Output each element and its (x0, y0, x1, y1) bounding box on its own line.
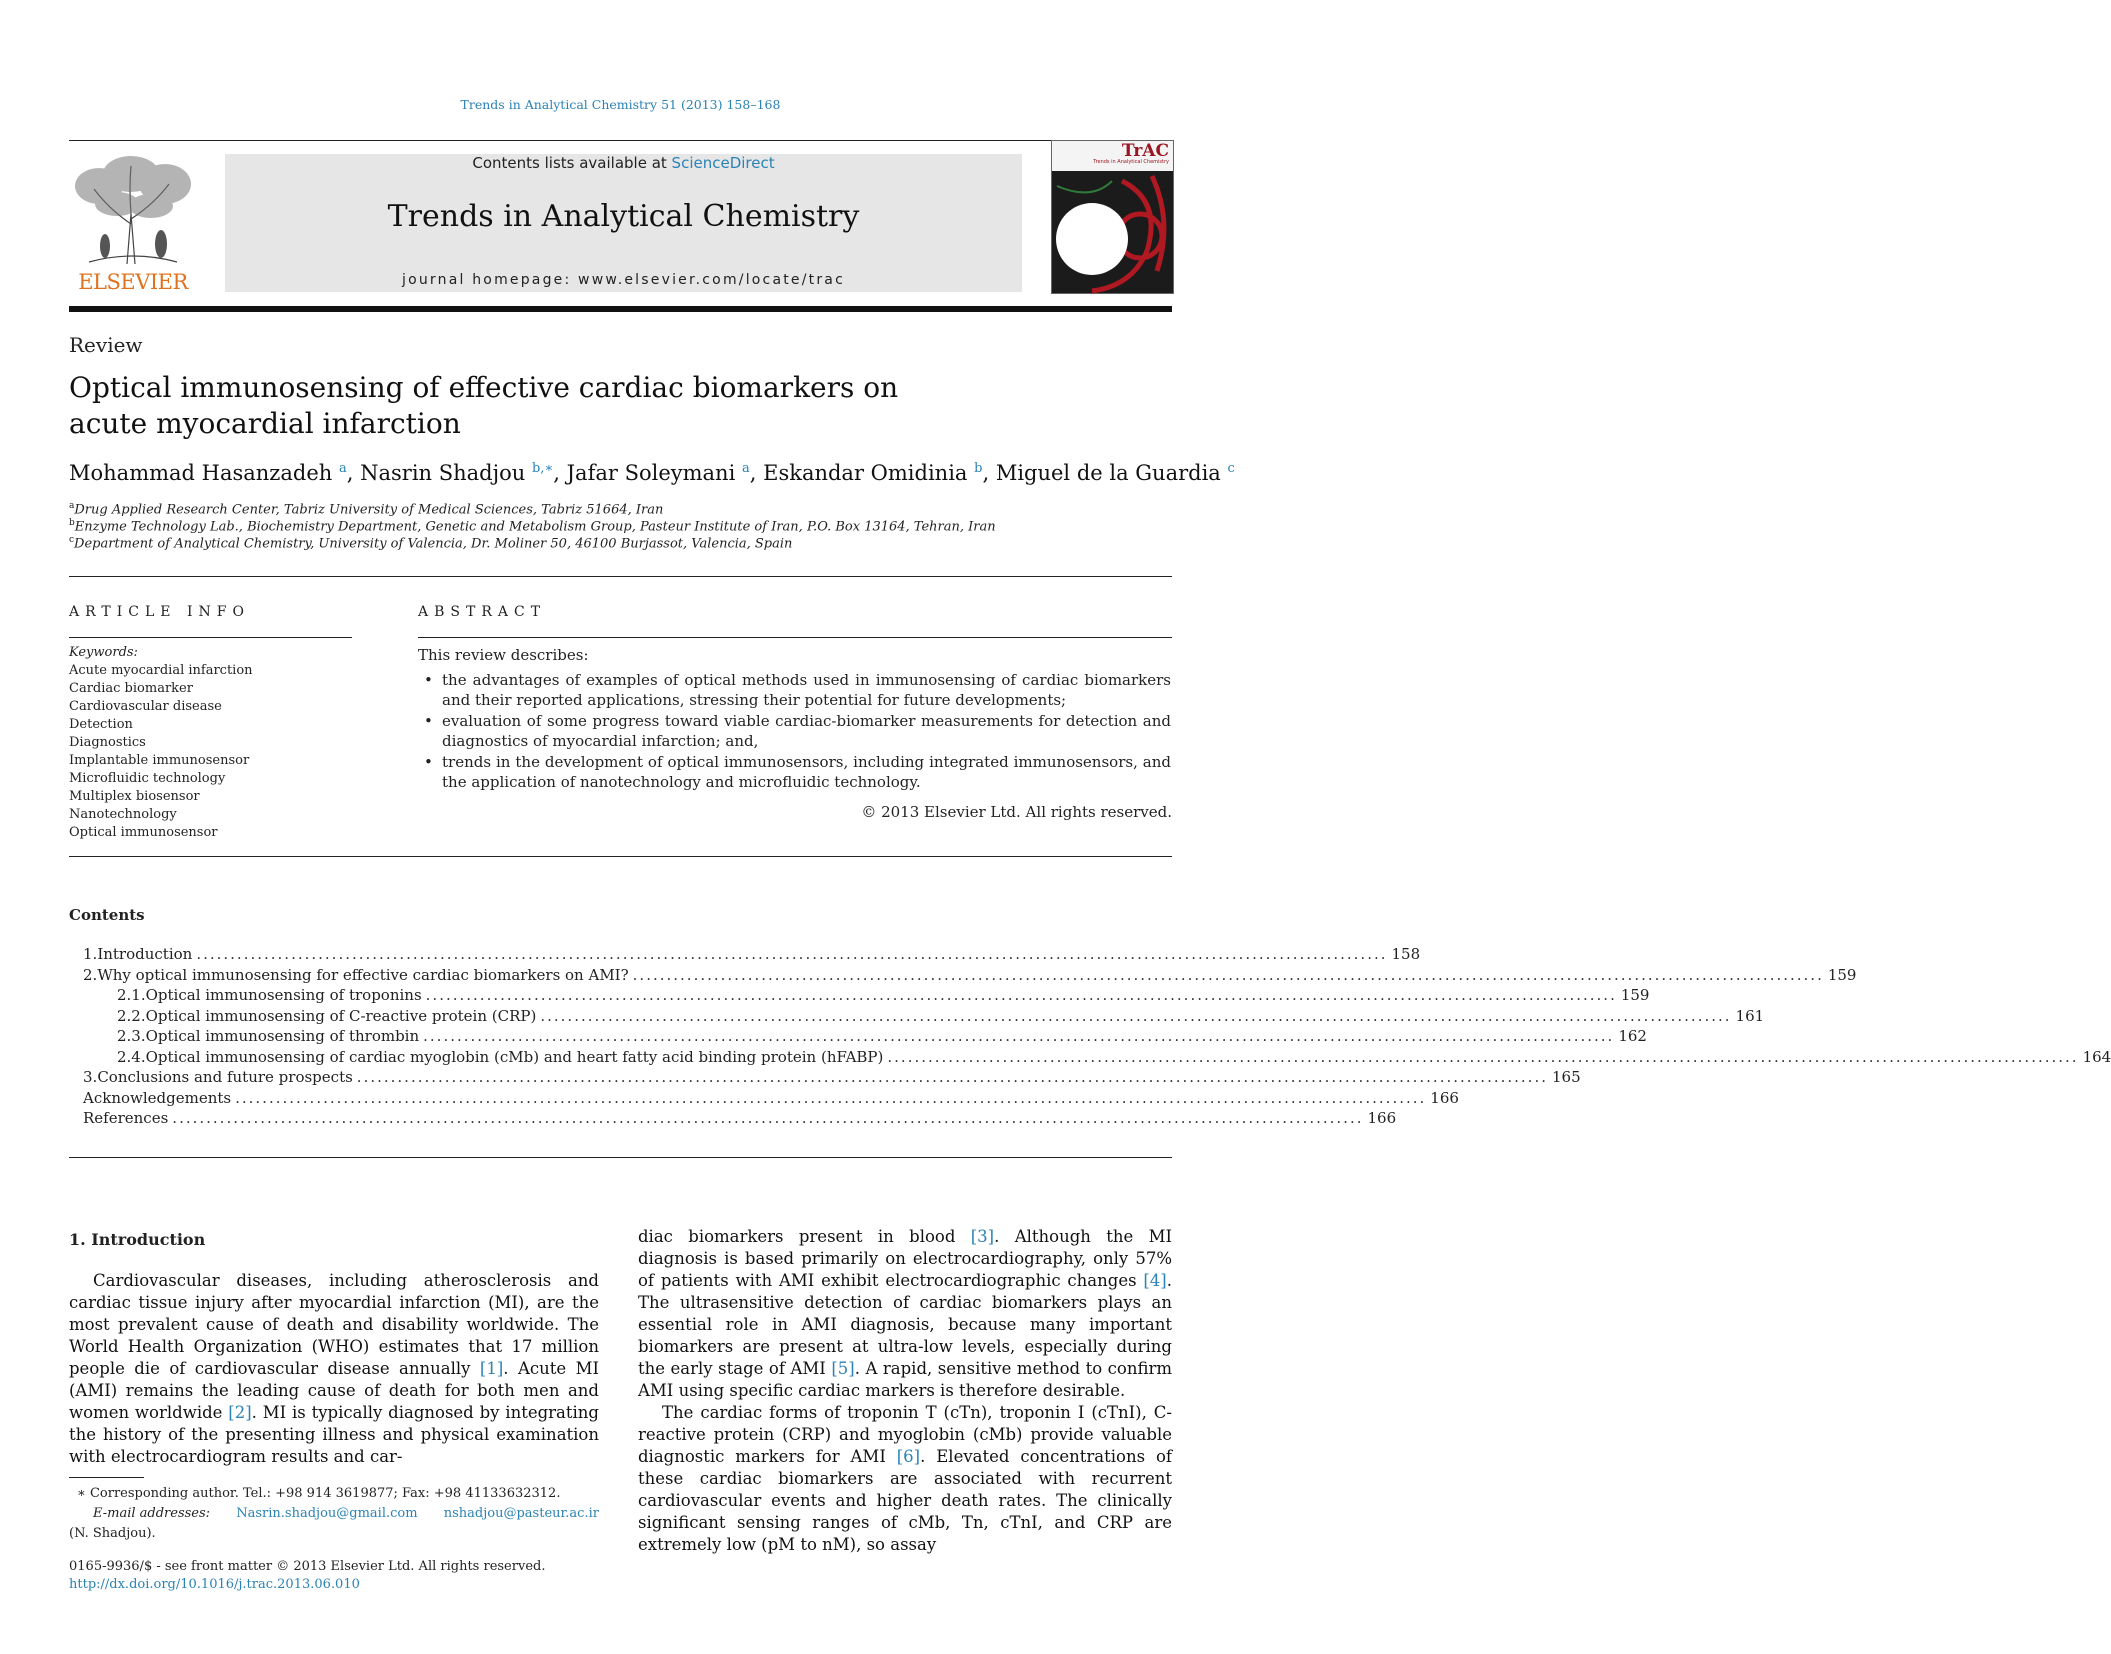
journal-homepage[interactable]: journal homepage: www.elsevier.com/locate/trac (402, 272, 845, 288)
toc-leader: ................................................................................................................................................................................ (172, 1109, 1364, 1127)
toc-page[interactable]: 159 (1620, 986, 1650, 1004)
bullet-icon: • (424, 753, 433, 771)
abstract-bullets (418, 670, 1171, 793)
toc-leader: ................................................................................................................................................................................ (540, 1006, 1732, 1025)
body-paragraph (638, 1402, 1172, 1556)
author-affil-sup[interactable]: a (741, 461, 750, 476)
toc-title[interactable]: Acknowledgements (83, 1088, 232, 1107)
journal-citation[interactable]: Trends in Analytical Chemistry 51 (2013) 158–168 (460, 97, 781, 112)
email-line (69, 1504, 599, 1524)
body-text: The cardiac forms of troponin T (cTn), troponin I (cTnI), C-reactive protein (CRP) and myoglobin (cMb) provide valuable diagnostic markers for AMI (638, 1403, 1172, 1466)
toc-leader: ................................................................................................................................................................................ (356, 1068, 1548, 1086)
cover-subtitle: Trends in Analytical Chemistry (1093, 159, 1169, 165)
abstract-intro: This review describes: (418, 646, 589, 664)
reference-link[interactable]: [6] (896, 1447, 921, 1466)
toc-title[interactable]: Why optical immunosensing for effective cardiac biomarkers on AMI? (97, 965, 629, 984)
toc-entry[interactable] (79, 1109, 1397, 1130)
contents-bottom-rule (69, 1157, 1172, 1158)
toc-entry[interactable] (79, 1088, 1459, 1110)
toc-page[interactable]: 161 (1735, 1006, 1765, 1025)
toc-title[interactable]: Optical immunosensing of thrombin (145, 1027, 420, 1045)
affil-text: Department of Analytical Chemistry, University of Valencia, Dr. Moliner 50, 46100 Burjassot, Valencia, Spain (74, 536, 793, 552)
toc-leader: ................................................................................................................................................................................ (235, 1088, 1427, 1107)
article-info-heading: ARTICLE INFO (69, 604, 250, 620)
table-of-contents (79, 945, 2111, 1130)
abstract-heading: ABSTRACT (418, 604, 547, 620)
toc-leader: ................................................................................................................................................................................ (425, 986, 1617, 1004)
toc-entry[interactable] (79, 1047, 2111, 1069)
toc-number: 2.3. (117, 1027, 146, 1045)
bullet-icon: • (424, 671, 433, 689)
body-paragraph (638, 1226, 1172, 1402)
toc-entry[interactable] (79, 1027, 1647, 1048)
affiliation-a (69, 501, 663, 517)
affil-text: Enzyme Technology Lab., Biochemistry Department, Genetic and Metabolism Group, Pasteur Institute of Iran, P.O. Box 13164, Tehran, Iran (74, 519, 996, 535)
header-top-rule (69, 140, 1172, 141)
affil-text: Drug Applied Research Center, Tabriz University of Medical Sciences, Tabriz 51664, Iran (74, 502, 664, 518)
toc-leader: ................................................................................................................................................................................ (887, 1047, 2079, 1066)
toc-title[interactable]: Optical immunosensing of C-reactive protein (CRP) (145, 1006, 537, 1025)
footnote-rule (69, 1477, 144, 1478)
reference-link[interactable]: [4] (1143, 1271, 1167, 1290)
keyword: Optical immunosensor (69, 825, 218, 840)
info-bottom-rule (69, 856, 1172, 857)
toc-leader: ................................................................................................................................................................................ (196, 945, 1388, 963)
toc-page[interactable]: 159 (1827, 965, 1857, 984)
keyword: Cardiac biomarker (69, 681, 193, 696)
email-label: E-mail addresses: (93, 1506, 211, 1521)
email-link[interactable]: nshadjou@pasteur.ac.ir (443, 1506, 599, 1521)
contents-heading: Contents (69, 906, 145, 924)
abstract-bullet-text: trends in the development of optical immunosensors, including integrated immunosensors, and the application of nanotechnology and microfluidic technology. (442, 753, 1171, 791)
affil-sup: c (69, 535, 75, 545)
keyword: Detection (69, 717, 133, 732)
elsevier-wordmark: ELSEVIER (78, 270, 188, 294)
keyword: Implantable immunosensor (69, 753, 250, 768)
reference-link[interactable]: [1] (479, 1359, 504, 1378)
reference-link[interactable]: [5] (831, 1359, 855, 1378)
email-link[interactable]: Nasrin.shadjou@gmail.com (236, 1506, 418, 1521)
body-text: Cardiovascular diseases, including atherosclerosis and cardiac tissue injury after myocardial infarction (MI), are the most prevalent cause of death and disability worldwide. The World Health Organization (WHO) estimates that 17 million people die of cardiovascular disease annually (69, 1271, 599, 1378)
toc-number: 2.2. (117, 1006, 146, 1025)
toc-number: 2.4. (117, 1047, 146, 1066)
journal-cover-image (1051, 140, 1174, 294)
toc-number: 3. (83, 1068, 98, 1086)
author-name: Miguel de la Guardia (995, 461, 1221, 485)
toc-number: 2.1. (117, 986, 146, 1004)
toc-page[interactable]: 165 (1551, 1068, 1581, 1086)
keyword: Diagnostics (69, 735, 146, 750)
author-name: Mohammad Hasanzadeh (69, 461, 333, 485)
author-name: Eskandar Omidinia (763, 461, 968, 485)
reference-link[interactable]: [3] (970, 1227, 995, 1246)
info-top-rule (69, 576, 1172, 577)
toc-page[interactable]: 166 (1430, 1088, 1459, 1107)
keyword: Nanotechnology (69, 807, 177, 822)
body-text: . MI is typically diagnosed by integrating the history of the presenting illness and physical examination with electrocardiogram results and car- (69, 1403, 599, 1466)
toc-page[interactable]: 166 (1367, 1109, 1397, 1127)
issn-line: 0165-9936/$ - see front matter © 2013 Elsevier Ltd. All rights reserved. (69, 1559, 546, 1574)
abstract-copyright: © 2013 Elsevier Ltd. All rights reserved. (861, 803, 1172, 821)
author-affil-sup[interactable]: a (338, 461, 347, 476)
bullet-icon: • (424, 712, 433, 730)
toc-title[interactable]: Optical immunosensing of cardiac myoglobin (cMb) and heart fatty acid binding protein (hFABP) (145, 1047, 884, 1066)
body-column-left (69, 1270, 599, 1468)
keywords-label: Keywords: (69, 645, 138, 660)
corresponding-author: ∗ Corresponding author. Tel.: +98 914 3619877; Fax: +98 41133632312. (77, 1486, 561, 1501)
sciencedirect-link[interactable]: ScienceDirect (671, 154, 775, 172)
author-affil-sup[interactable]: c (1227, 461, 1235, 476)
cover-title: TrAC (1121, 141, 1169, 161)
body-text: . Acute MI (AMI) remains the leading cause of death for both men and women worldwide (69, 1359, 599, 1422)
toc-title[interactable]: Optical immunosensing of troponins (145, 986, 422, 1004)
abstract-bullet-text: evaluation of some progress toward viable cardiac-biomarker measurements for detection and diagnostics of myocardial infarction; and, (442, 712, 1171, 750)
journal-banner (225, 154, 1022, 292)
section-heading-introduction: 1. Introduction (69, 1230, 206, 1249)
email-owner: (N. Shadjou). (69, 1526, 156, 1541)
toc-page[interactable]: 164 (2082, 1047, 2111, 1066)
toc-entry[interactable] (79, 1006, 1765, 1028)
contents-available-line (225, 154, 1022, 172)
body-text: diac biomarkers present in blood (638, 1227, 971, 1246)
toc-leader: ................................................................................................................................................................................ (423, 1027, 1615, 1045)
toc-title[interactable]: Conclusions and future prospects (97, 1068, 353, 1086)
toc-entry[interactable] (79, 986, 1650, 1007)
toc-entry[interactable] (79, 965, 1857, 987)
toc-page[interactable]: 162 (1618, 1027, 1647, 1045)
keyword: Acute myocardial infarction (69, 663, 253, 678)
article-type: Review (69, 333, 143, 357)
toc-page[interactable]: 158 (1391, 945, 1421, 963)
body-text: . The ultrasensitive detection of cardiac biomarkers plays an essential role in AMI diagnosis, because many important biomarkers are present at ultra-low levels, especially during the early stage of AMI (638, 1271, 1172, 1378)
body-column-right (638, 1226, 1172, 1556)
toc-leader: ................................................................................................................................................................................ (632, 965, 1824, 984)
toc-number: 1. (83, 945, 98, 963)
front-matter (69, 1558, 545, 1594)
doi-link[interactable]: http://dx.doi.org/10.1016/j.trac.2013.06.010 (69, 1577, 360, 1592)
body-text: . A rapid, sensitive method to confirm AMI using specific cardiac markers is therefore desirable. (638, 1359, 1172, 1400)
author-affil-sup[interactable]: b (974, 461, 983, 476)
abstract-bullet (418, 711, 1171, 751)
abstract-bullet (418, 670, 1171, 710)
toc-entry[interactable] (79, 1068, 1581, 1089)
cover-artwork (1052, 141, 1173, 293)
affil-sup: a (69, 501, 75, 511)
abstract-rule (418, 637, 1172, 638)
keyword: Microfluidic technology (69, 771, 226, 786)
keyword: Cardiovascular disease (69, 699, 222, 714)
abstract-bullet (418, 752, 1171, 792)
affiliation-b (69, 518, 996, 534)
body-paragraph (69, 1270, 599, 1468)
author-name: Jafar Soleymani (566, 461, 736, 485)
abstract-bullet-text: the advantages of examples of optical methods used in immunosensing of cardiac biomarkers and their reported applications, stressing their potential for future developments; (442, 671, 1171, 709)
author-affil-sup[interactable]: b,∗ (531, 461, 554, 476)
body-text: . Elevated concentrations of these cardiac biomarkers are associated with recurrent cardiovascular events and higher death rates. The clinically significant sensing ranges of cMb, Tn, cTnI, and CRP are extremely low (pM to nM), so assay (638, 1447, 1172, 1554)
toc-number: 2. (83, 965, 98, 984)
affiliation-c (69, 535, 792, 551)
article-title: Optical immunosensing of effective cardiac biomarkers on acute myocardial infarction (69, 371, 899, 440)
keyword: Multiplex biosensor (69, 789, 200, 804)
article-info-rule (69, 637, 352, 638)
author-name: Nasrin Shadjou (360, 461, 526, 485)
header-bottom-rule (69, 306, 1172, 312)
affil-sup: b (69, 518, 75, 528)
body-text: . Although the MI diagnosis is based primarily on electrocardiography, only 57% of patients with AMI exhibit electrocardiographic changes (638, 1227, 1172, 1290)
keywords-list (69, 662, 253, 842)
reference-link[interactable]: [2] (228, 1403, 252, 1422)
contents-available-text: Contents lists available at (472, 154, 672, 172)
journal-name: Trends in Analytical Chemistry (387, 199, 860, 234)
toc-title[interactable]: Introduction (97, 945, 193, 963)
author-list: Mohammad Hasanzadeh $^a$, Nasrin Shadjou $^{b,∗}$, Jafar Soleymani $^a$, Eskandar Omidinia $^b$, Miguel de la Guardia $^c$ (69, 461, 1235, 485)
corresponding-footnote (69, 1484, 599, 1544)
toc-entry[interactable] (79, 945, 1421, 966)
toc-title[interactable]: References (83, 1109, 169, 1127)
